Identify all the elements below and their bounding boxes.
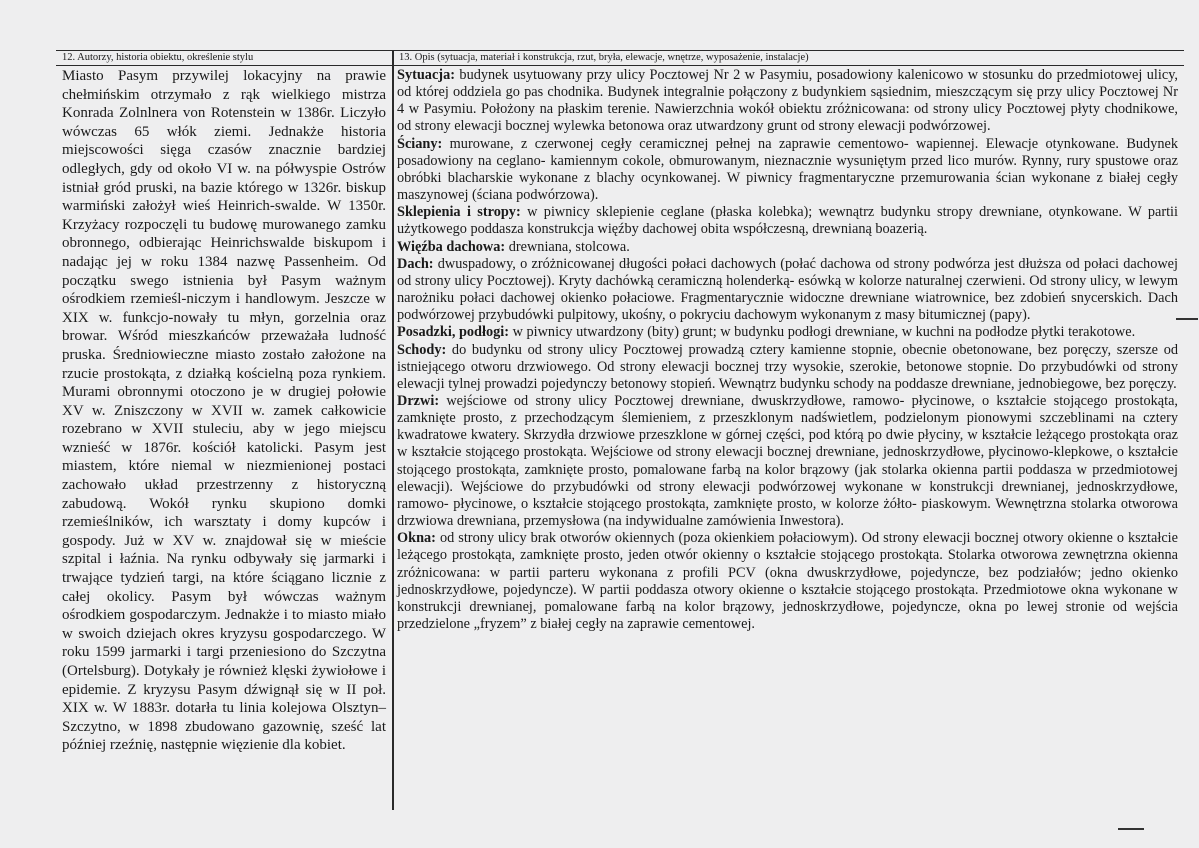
section-body: murowane, z czerwonej cegły ceramicznej pełnej na zaprawie cementowo- wapiennej. Elewacje otynkowane. Budynek posadowiony na ceglano- kamiennym cokole, obmurowanym, nieznacznie wysuniętym przed lico murów. Rynny, rury spustowe oraz obróbki blacharskie wykonane z blachy ocynkowanej. W piwnicy fragmentaryczne przemurowania ścian wykonane z białej cegły maszynowej (ściana podwórzowa). — [397, 135, 1178, 204]
margin-tick-bottom — [1118, 828, 1144, 830]
section-body: drewniana, stolcowa. — [505, 238, 630, 255]
section-floors — [397, 324, 1178, 341]
section-body: budynek usytuowany przy ulicy Pocztowej Nr 2 w Pasymiu, posadowiony kalenicowo w stosunku do przedmiotowej ulicy, od której oddziela go pas chodnika. Budynek integralnie połączony z budynkiem sąsiednim, mieszczącym się przy ulicy Pocztowej Nr 4 w Pasymiu. Położony na płaskim terenie. Nawierzchnia wokół obiektu zróżnicowana: od strony ulicy Pocztowej płyty chodnikowe, od strony elewacji bocznej wylewka betonowa oraz utwardzony grunt od strony elewacji podwórzowej. — [397, 67, 1178, 135]
section-label: Sytuacja: — [397, 67, 455, 83]
section-label: Posadzki, podłogi: — [397, 324, 510, 341]
section-body: do budynku od strony ulicy Pocztowej prowadzą cztery kamienne stopnie, obecnie obetonowane, bez poręczy, szersze od istniejącego otworu drzwiowego. Od strony elewacji bocznej trzy wysokie, szerokie, betonowe stopnie. Do przybudówki od strony elewacji tylnej prowadzi pojedynczy betonowy stopień. Wewnątrz budynku schody na poddasze drewniane, jednobiegowe, bez poręczy. — [397, 341, 1178, 392]
history-column — [56, 50, 394, 810]
section-stairs — [397, 342, 1178, 393]
margin-tick-top — [1176, 318, 1198, 320]
description-header: 13. Opis (sytuacja, materiał i konstrukcja, rzut, bryła, elewacje, wnętrze, wyposażenie, instalacje) — [393, 50, 1184, 66]
section-label: Okna: — [397, 530, 436, 547]
section-label: Ściany: — [397, 135, 443, 152]
section-vaults — [397, 204, 1178, 238]
section-walls — [397, 136, 1178, 205]
history-header: 12. Autorzy, historia obiektu, określenie stylu — [56, 50, 392, 66]
section-body: w piwnicy utwardzony (bity) grunt; w budynku podłogi drewniane, w kuchni na podłodze płytki terakotowe. — [509, 324, 1136, 341]
section-body: wejściowe od strony ulicy Pocztowej drewniane, dwuskrzydłowe, ramowo- płycinowe, o kształcie stojącego prostokąta, zamknięte prosto, z przechodzącym ślemieniem, z przeszklonym nadświetlem, podzielonym pionowymi szczeblinami na cztery kwadratowe kwatery. Skrzydła drzwiowe przeszklone w górnej części, pod którą po dwie płyciny, w kształcie leżącego prostokąta oraz w kształcie stojącego prostokąta. Wejściowe od strony elewacji bocznej drewniane, jednoskrzydłowe, płycinowo-klepkowe, o kształcie stojącego prostokąta, zamknięte prosto, pomalowane farbą na kolor brązowy (jak stolarka okienna partii poddasza w przedmiotowej elewacji). Wejściowe do przybudówki od strony elewacji podwórzowej wykonane w konstrukcji drewnianej, jednoskrzydłowe, ramowo- płycinowe, o kształcie stojącego prostokąta, zamknięte prosto, w kolorze żółto- piaskowym. Wewnętrzna stolarka otworowa drzwiowa drewniana, przemysłowa (na indywidualne zamówienia Inwestora). — [397, 392, 1178, 530]
description-column — [393, 50, 1184, 810]
description-text — [397, 67, 1178, 633]
section-label: Sklepienia i stropy: — [397, 204, 521, 221]
section-roof-truss — [397, 239, 1178, 256]
section-windows — [397, 530, 1178, 633]
section-body: od strony ulicy brak otworów okiennych (poza okienkiem połaciowym). Od strony elewacji bocznej otwory okienne o kształcie leżącego prostokąta, zamknięte prosto, jeden otwór okienny o kształcie stojącego prostokąta. Stolarka otworowa zewnętrzna okienna zróżnicowana: w partii parteru wykonana z profili PCV (okna dwuskrzydłowe, pojedyncze, bez podziałów; jedno okienko jednoskrzydłowe, pojedyncze). W partii poddasza otwory okienne o kształcie stojącego prostokąta. Przedmiotowe okna wykonane w konstrukcji drewnianej, pomalowane farbą na kolor brązowy, jednoskrzydłowe, pojedyncze, okna po lewej stronie od wejścia przedzielone „fryzem” z białej cegły na zaprawie cementowej. — [397, 530, 1178, 632]
section-doors — [397, 393, 1178, 530]
section-body: dwuspadowy, o zróżnicowanej długości połaci dachowych (połać dachowa od strony podwórza jest dłuższa od połaci dachowej od strony ulicy Pocztowej). Kryty dachówką ceramiczną holenderką- esówką w kolorze naturalnej czerwieni. Od strony ulicy, w lewym narożniku połaci dachowej okienko połaciowe. Fragmentarycznie widoczne drewniane wiatrownice, bez zdobień snycerskich. Dach podwórzowej przybudówki pulpitowy, ukośny, o pokryciu dachowym wykonanym z masy bitumicznej (papy). — [397, 255, 1178, 324]
history-text: Miasto Pasym przywilej lokacyjny na prawie chełmińskim otrzymało z rąk wielkiego mistrza Konrada Zolnlnera von Rotenstein w 1386r. Liczyło wówczas 65 włók ziemi. Jednakże historia miejscowości sięga czasów znacznie bardziej odległych, gdy od około VI w. na półwyspie Ostrów istniał gród pruski, na bazie którego w 1326r. biskup warmiński założył wieś Heinrich-swalde. W 1350r. Krzyżacy rozpoczęli tu budowę murowanego zamku obronnego, odbierając Heinrichswalde biskupom i nadając jej w roku 1384 nazwę Passenheim. Od początku swego istnienia był Pasym ważnym ośrodkiem rzemieśl-niczym i handlowym. Jeszcze w XIX w. funkcjo-nowały tu młyn, gorzelnia oraz browar. Wśród mieszkańców przeważała ludność pruska. Średniowieczne miasto zostało założone na rzucie prostokąta, z działką kościelną poza rynkiem. Murami obronnymi otoczono je w drugiej połowie XV w. Zniszczony w XVII w. zamek całkowicie rozebrano w XVII stuleciu, aby w jego miejscu wznieść w 1876r. kościół katolicki. Pasym jest miastem, które niemal w niezmienionej postaci zachowało układ przestrzenny z historyczną zabudową. Wokół rynku skupiono domki rzemieślników, ich warsztaty i domy kupców i gospody. Już w XV w. znajdował się w mieście szpital i łaźnia. Na rynku odbywały się jarmarki i trwające tydzień targi, na które ściągano licznie z całej okolicy. Pasym był wówczas ważnym ośrodkiem gospodarczym. Jednakże i to miasto miało w swoich dziejach okres kryzysu gospodarczego. W roku 1599 jarmarki i targi przeniesiono do Szczytna (Ortelsburg). Dotykały je również klęski żywiołowe i epidemie. Z kryzysu Pasym dźwignął się w II poł. XIX w. W 1883r. dotarła tu linia kolejowa Olsztyn–Szczytno, w 1898 zbudowano gazownię, sześć lat później rzeźnię, następnie więzienie dla kobiet. — [62, 68, 386, 754]
section-situation — [397, 67, 1178, 136]
section-label: Schody: — [397, 341, 447, 358]
section-label: Więźba dachowa: — [397, 238, 506, 255]
section-roof — [397, 256, 1178, 325]
section-label: Dach: — [397, 255, 434, 272]
section-label: Drzwi: — [397, 392, 440, 409]
section-body: w piwnicy sklepienie ceglane (płaska kolebka); wewnątrz budynku stropy drewniane, otynkowane. W partii użytkowego poddasza konstrukcja więźby dachowej obita współczesną, drewnianą boazerią. — [397, 204, 1178, 238]
